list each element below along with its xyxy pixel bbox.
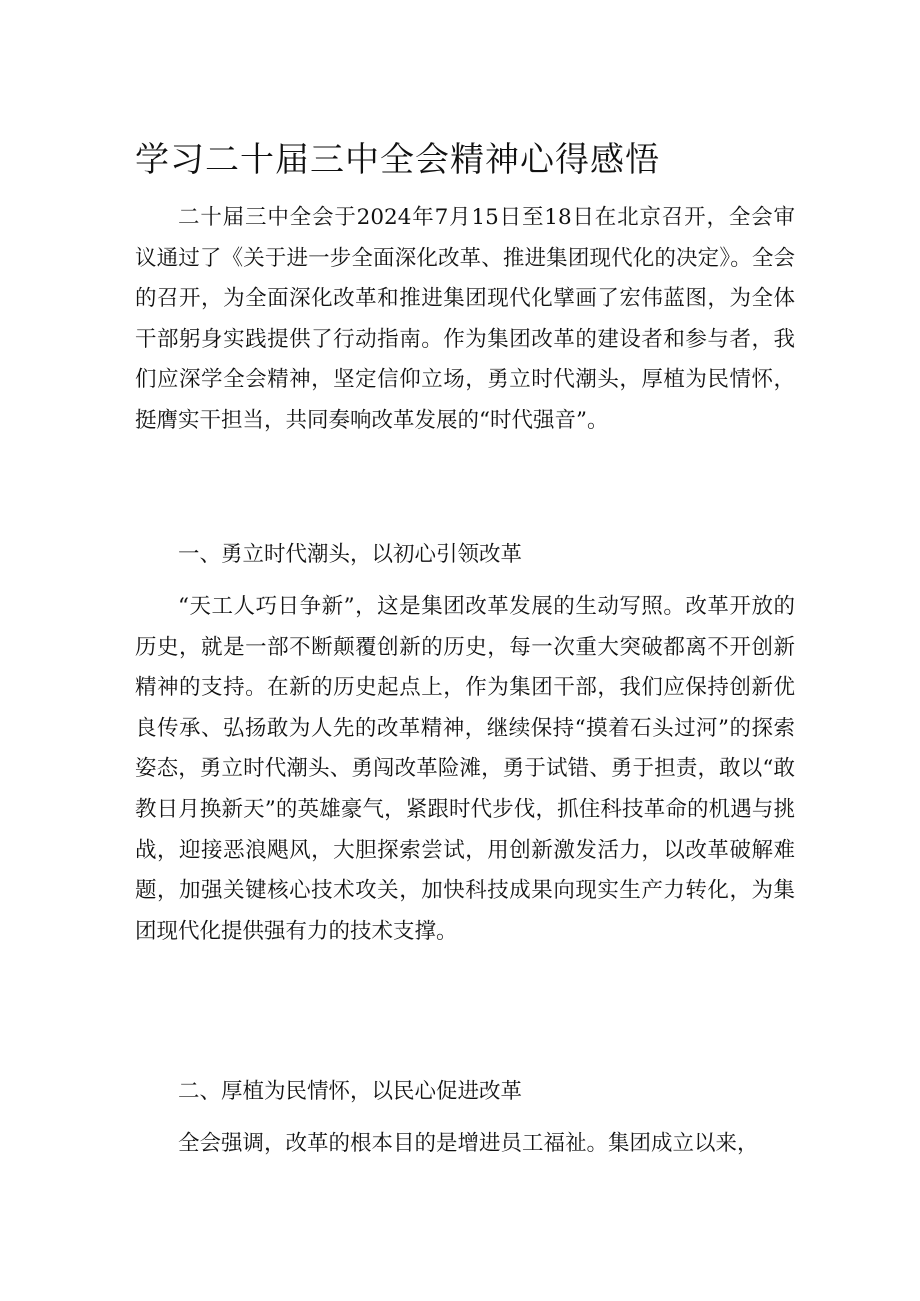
section-2-paragraph: 全会强调，改革的根本目的是增进员工福祉。集团成立以来， [178, 1131, 759, 1156]
intro-paragraph: 二十届三中全会于2024年7月15日至18日在北京召开，全会审议通过了《关于进一步全面深化改革、推进集团现代化的决定》。全会的召开，为全面深化改革和推进集团现代化擘画了宏伟蓝图，为全体干部躬身实践提供了行动指南。作为集团改革的建设者和参与者，我们应深学全会精神，坚定信仰立场，勇立时代潮头，厚植为民情怀，挺膺实干担当，共同奏响改革发展的“时代强音”。 [135, 205, 795, 433]
document-title: 学习二十届三中全会精神心得感悟 [135, 140, 660, 180]
section-1-paragraph: “天工人巧日争新”，这是集团改革发展的生动写照。改革开放的历史，就是一部不断颠覆创新的历史，每一次重大突破都离不开创新精神的支持。在新的历史起点上，作为集团干部，我们应保持创新优良传承、弘扬敢为人先的改革精神，继续保持“摸着石头过河”的探索姿态，勇立时代潮头、勇闯改革险滩，勇于试错、勇于担责，敢以“敢教日月换新天”的英雄豪气，紧跟时代步伐，抓住科技革命的机遇与挑战，迎接恶浪飓风，大胆探索尝试，用创新激发活力，以改革破解难题，加强关键核心技术攻关，加快科技成果向现实生产力转化，为集团现代化提供强有力的技术支撑。 [135, 594, 795, 944]
section-heading-1: 一、勇立时代潮头，以初心引领改革 [178, 542, 523, 567]
section-heading-2: 二、厚植为民情怀，以民心促进改革 [178, 1079, 523, 1104]
